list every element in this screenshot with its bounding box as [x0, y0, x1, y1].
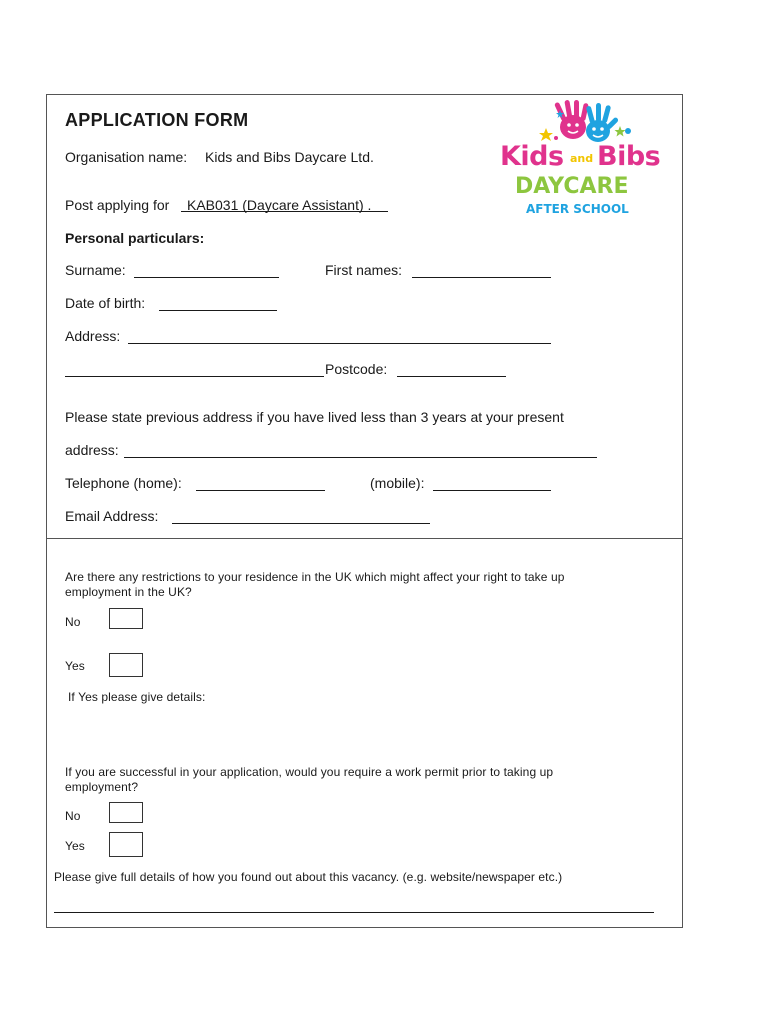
permit-question-line2: employment? — [65, 780, 139, 794]
if-yes-details-label: If Yes please give details: — [68, 690, 206, 704]
postcode-field[interactable] — [397, 376, 506, 377]
address-label: Address: — [65, 328, 121, 344]
residence-no-checkbox[interactable] — [109, 608, 143, 629]
previous-address-label: address: — [65, 442, 119, 458]
logo-kids-text: Kids — [500, 141, 564, 172]
personal-particulars-heading: Personal particulars: — [65, 230, 205, 246]
form-title: APPLICATION FORM — [65, 110, 249, 130]
residence-question-line1: Are there any restrictions to your residence in the UK which might affect your right to take up — [65, 570, 565, 584]
organisation-value: Kids and Bibs Daycare Ltd. — [205, 149, 374, 165]
permit-question-line1: If you are successful in your application, would you require a work permit prior to taking up — [65, 765, 554, 779]
first-names-label: First names: — [325, 262, 403, 278]
residence-yes-label: Yes — [65, 659, 85, 673]
previous-address-instruction: Please state previous address if you have lived less than 3 years at your present — [65, 409, 564, 425]
permit-yes-checkbox[interactable] — [109, 832, 143, 857]
logo-daycare-text: DAYCARE — [515, 174, 629, 199]
mobile-label: (mobile): — [370, 475, 425, 491]
logo-and-text: and — [570, 152, 594, 165]
dob-label: Date of birth: — [65, 295, 146, 311]
address-field-line2[interactable] — [65, 376, 324, 377]
post-value: KAB031 (Daycare Assistant) . — [187, 197, 372, 213]
logo-after-school-text: AFTER SCHOOL — [526, 202, 629, 216]
vacancy-question: Please give full details of how you found out about this vacancy. (e.g. website/newspaper etc.) — [54, 870, 563, 884]
email-field[interactable] — [172, 523, 430, 524]
permit-no-label: No — [65, 809, 81, 823]
first-names-field[interactable] — [412, 277, 551, 278]
vacancy-details-field[interactable] — [54, 912, 654, 913]
postcode-label: Postcode: — [325, 361, 388, 377]
address-field-line1[interactable] — [128, 343, 551, 344]
telephone-home-field[interactable] — [196, 490, 325, 491]
residence-yes-checkbox[interactable] — [109, 653, 143, 677]
dob-field[interactable] — [159, 310, 277, 311]
previous-address-field[interactable] — [124, 457, 597, 458]
kids-and-bibs-logo — [498, 100, 678, 220]
organisation-label: Organisation name: — [65, 149, 188, 165]
surname-field[interactable] — [134, 277, 279, 278]
section-divider — [46, 538, 683, 539]
logo-bibs-text: Bibs — [597, 141, 661, 172]
surname-label: Surname: — [65, 262, 126, 278]
mobile-field[interactable] — [433, 490, 551, 491]
permit-yes-label: Yes — [65, 839, 85, 853]
permit-no-checkbox[interactable] — [109, 802, 143, 823]
post-label: Post applying for — [65, 197, 170, 213]
telephone-home-label: Telephone (home): — [65, 475, 182, 491]
residence-no-label: No — [65, 615, 81, 629]
email-label: Email Address: — [65, 508, 159, 524]
residence-question-line2: employment in the UK? — [65, 585, 192, 599]
